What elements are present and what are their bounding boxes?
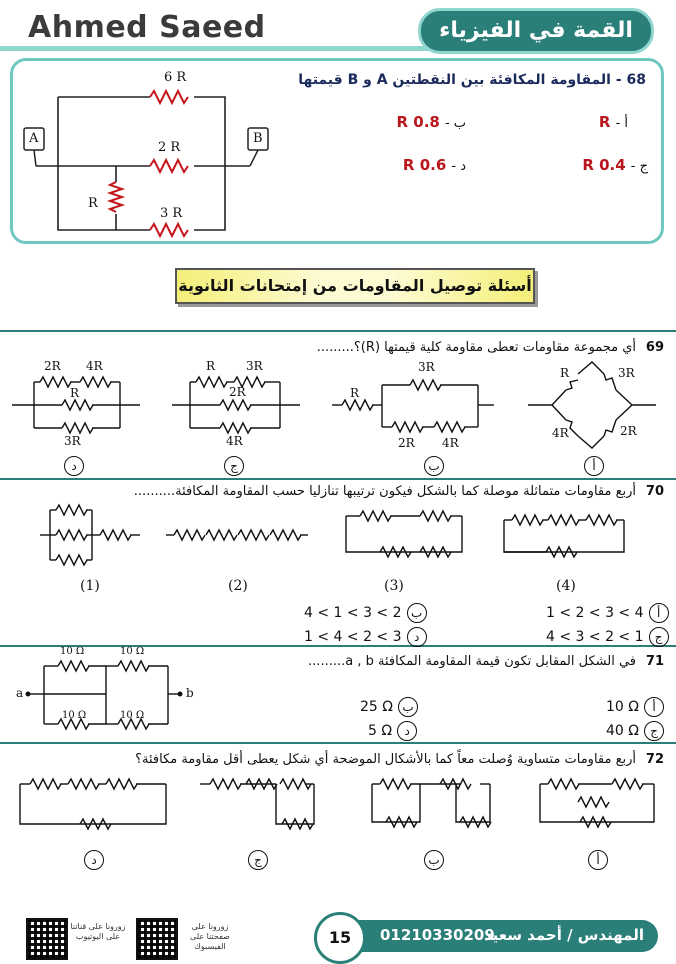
q69a-label: 3R	[618, 366, 635, 380]
point-a-label: A	[29, 131, 39, 146]
q70-fig-label-4: (4)	[556, 578, 576, 594]
question-72-text: أربع مقاومات متساوية وُصلت معاً كما بالأشكال الموضحة أي شكل يعطى أقل مقاومة مكافئة؟	[135, 752, 636, 767]
q69b-label: R	[350, 386, 360, 400]
question-71-number: 71	[645, 654, 664, 669]
author-name: المهندس / أحمد سعيد	[483, 926, 644, 944]
q71-option-b[interactable]: 25 Ω ب	[360, 696, 418, 717]
q69a-label: 4R	[552, 426, 569, 440]
q69c-label: 2R	[229, 385, 246, 399]
page-number: 15	[314, 912, 366, 964]
q69d-label: 2R	[44, 359, 61, 373]
q70-option-b[interactable]: 4 < 1 < 3 < 2 ب	[304, 602, 427, 623]
q69-choice-d[interactable]: د	[64, 456, 84, 476]
q71-point-a: a	[16, 686, 24, 700]
q69c-label: 3R	[246, 359, 263, 373]
footer-contact-bar	[318, 920, 658, 952]
q71-resistor-label: 10 Ω	[120, 710, 145, 721]
question-70-number: 70	[645, 484, 664, 499]
q69d-label: 4R	[86, 359, 103, 373]
question-72-number: 72	[645, 752, 664, 767]
q68-option-d[interactable]: د - 0.6 R	[402, 156, 466, 174]
q69c-label: 4R	[226, 434, 243, 448]
phone-number: 01210330209	[380, 926, 495, 944]
book-title: القمة في الفيزياء	[418, 8, 654, 54]
q72-choice-a[interactable]: أ	[588, 850, 608, 870]
q68-label-3r: 3 R	[160, 206, 183, 221]
q72-choice-d[interactable]: د	[84, 850, 104, 870]
q69c-label: R	[206, 359, 216, 373]
q69b-label: 2R	[398, 436, 415, 450]
q71-point-b: b	[186, 686, 194, 700]
q69a-label: R	[560, 366, 570, 380]
brand-name: Ahmed Saeed	[28, 10, 266, 45]
question-71-text: في الشكل المقابل تكون قيمة المقاومة المكافئة a , b.........	[308, 654, 636, 669]
q71-option-c[interactable]: 40 Ω ج	[606, 720, 664, 741]
q69a-label: 2R	[620, 424, 637, 438]
question-69-number: 69	[645, 340, 664, 355]
question-69-text: أي مجموعة مقاومات تعطى مقاومة كلية قيمتها (R)؟.........	[316, 340, 636, 355]
q69-choice-c[interactable]: ج	[224, 456, 244, 476]
q70-option-c[interactable]: 4 < 3 < 2 < 1 ج	[546, 626, 669, 647]
q70-fig-label-2: (2)	[228, 578, 248, 594]
q68-option-b[interactable]: ب - 0.8 R	[396, 113, 466, 131]
point-b-label: B	[253, 131, 263, 146]
facebook-qr-caption: زورونا على صفحتنا على الفيسبوك	[190, 922, 230, 951]
q71-resistor-label: 10 Ω	[120, 646, 145, 657]
q70-option-d[interactable]: 1 < 4 < 2 < 3 د	[304, 626, 427, 647]
q72-choice-c[interactable]: ج	[248, 850, 268, 870]
facebook-qr-code[interactable]	[136, 918, 178, 960]
q69d-label: 3R	[64, 434, 81, 448]
q69b-label: 4R	[442, 436, 459, 450]
q71-resistor-label: 10 Ω	[62, 710, 87, 721]
q68-option-a[interactable]: أ - R	[598, 113, 628, 131]
section-title-banner: أسئلة توصيل المقاومات من إمتحانات الثانوية	[175, 268, 535, 304]
q70-option-a[interactable]: 1 < 2 < 3 < 4 أ	[546, 602, 669, 623]
question-68-text: 68 - المقاومة المكافئة بين النقطتين A و B قيمتها	[298, 72, 646, 88]
q69-choice-a[interactable]: أ	[584, 456, 604, 476]
q70-fig-label-1: (1)	[80, 578, 100, 594]
youtube-qr-caption: زورونا على قناتنا على اليوتيوب	[70, 922, 126, 941]
question-70-text: أربع مقاومات متماثلة موصلة كما بالشكل فيكون ترتيبها تنازليا حسب المقاومة المكافئة..........	[133, 484, 636, 499]
q69b-label: 3R	[418, 360, 435, 374]
q69d-label: R	[70, 386, 80, 400]
youtube-qr-code[interactable]	[26, 918, 68, 960]
q70-fig-label-3: (3)	[384, 578, 404, 594]
q71-option-d[interactable]: 5 Ω د	[368, 720, 417, 741]
q71-resistor-label: 10 Ω	[60, 646, 85, 657]
q71-option-a[interactable]: 10 Ω أ	[606, 696, 664, 717]
q68-label-r: R	[88, 196, 98, 211]
q72-choice-b[interactable]: ب	[424, 850, 444, 870]
q68-option-c[interactable]: ج - 0.4 R	[582, 156, 648, 174]
q69-choice-b[interactable]: ب	[424, 456, 444, 476]
q68-label-6r: 6 R	[164, 70, 187, 85]
q68-label-2r: 2 R	[158, 140, 181, 155]
